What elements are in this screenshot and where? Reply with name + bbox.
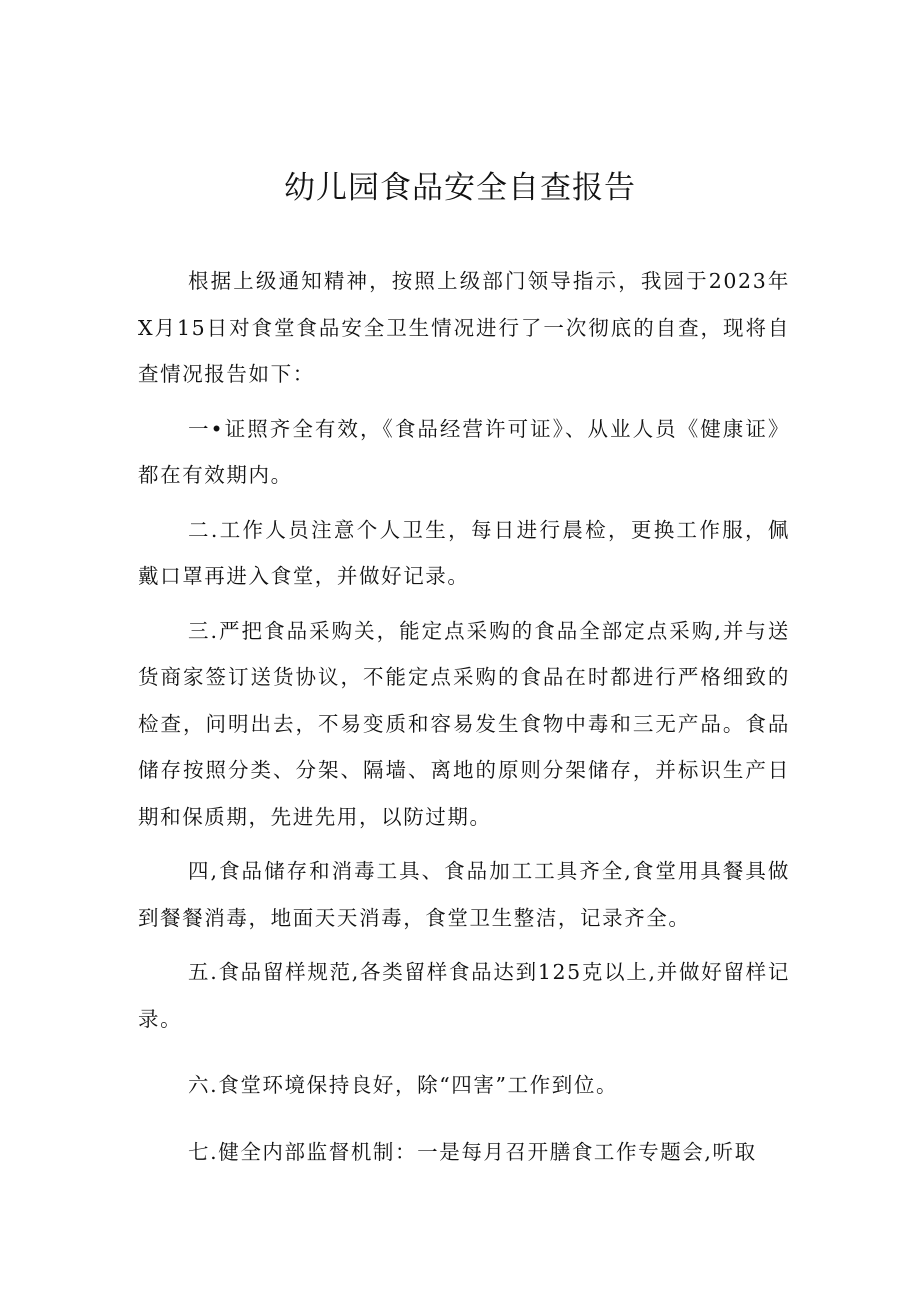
paragraph-item-4: 四,食品储存和消毒工具、食品加工工具齐全,食堂用具餐具做到餐餐消毒，地面天天消毒，食堂卫生整洁，记录齐全。 [138,859,790,930]
paragraph-item-7: 七.健全内部监督机制：一是每月召开膳食工作专题会,听取 [188,1139,757,1164]
paragraph-item-3: 三.严把食品采购关，能定点采购的食品全部定点采购,并与送货商家签订送货协议，不能定点采购的食品在时都进行严格细致的检查，问明出去，不易变质和容易发生食物中毒和三无产品。食品储存按照分类、分架、隔墙、离地的原则分架储存，并标识生产日期和保质期，先进先用，以防过期。 [138,618,790,829]
paragraph-item-2: 二.工作人员注意个人卫生，每日进行晨检，更换工作服，佩戴口罩再进入食堂，并做好记录。 [138,517,790,588]
paragraph-intro: 根据上级通知精神，按照上级部门领导指示，我园于2023年X月15日对食堂食品安全卫生情况进行了一次彻底的自查，现将自查情况报告如下： [138,269,790,386]
document-body [138,258,790,1175]
paragraph-item-5: 五.食品留样规范,各类留样食品达到125克以上,并做好留样记录。 [138,960,790,1031]
paragraph-item-6: 六.食堂环境保持良好，除“四害”工作到位。 [188,1073,619,1097]
document-title: 幼儿园食品安全自查报告 [284,170,636,206]
paragraph-item-1: 一•证照齐全有效，《食品经营许可证》、从业人员《健康证》都在有效期内。 [138,416,790,487]
